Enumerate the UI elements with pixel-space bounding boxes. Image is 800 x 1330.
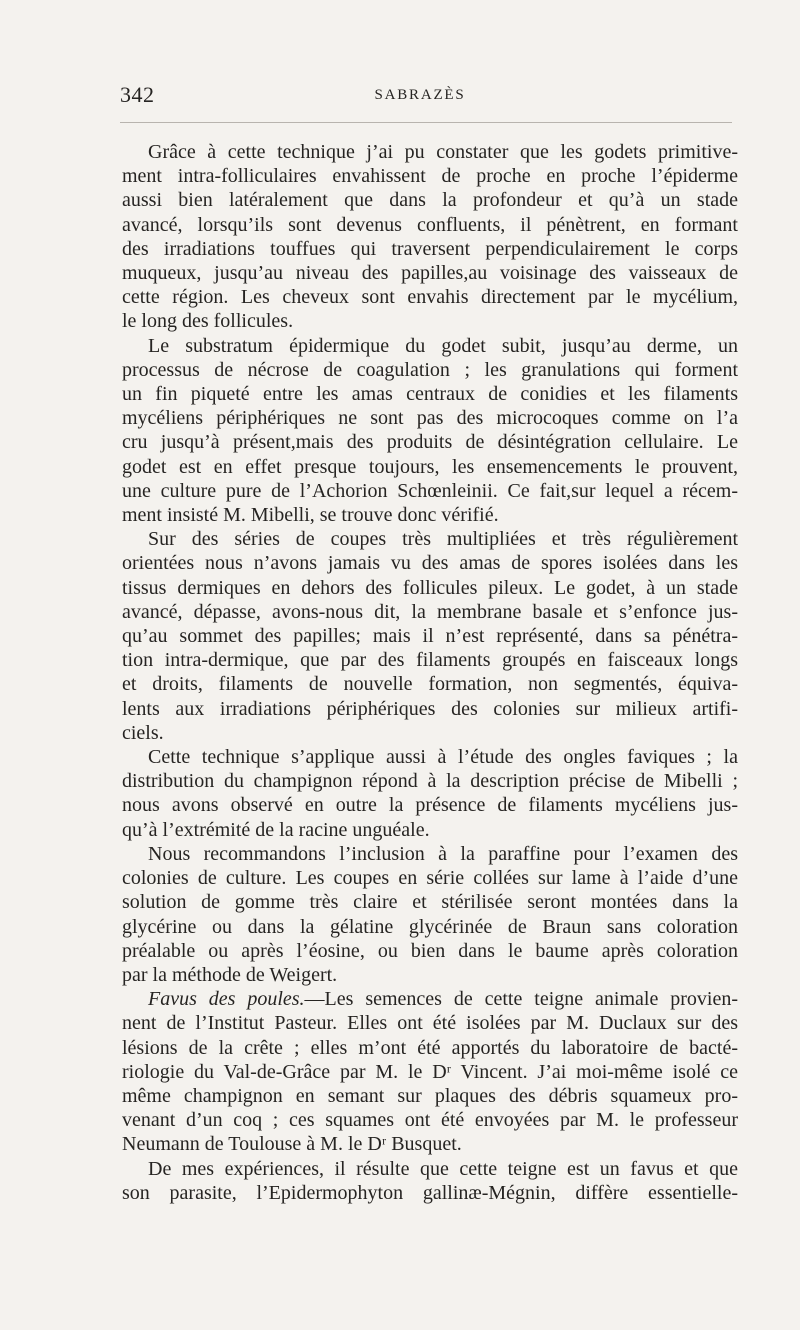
section-run-in-heading: Favus des poules. [148, 988, 305, 1011]
text-line: Sur des séries de coupes très multipliées et très régulièrement [148, 528, 738, 551]
text-line: distribution du champignon répond à la description précise de Mibelli ; [122, 770, 738, 793]
text-line: riologie du Val-de-Grâce par M. le Dʳ Vincent. J’ai moi-même isolé ce [122, 1060, 738, 1083]
text-run: —Les semences de cette teigne animale provien- [304, 988, 738, 1011]
text-line: avancé, lorsqu’ils sont devenus confluents, il pénètrent, en formant [122, 213, 738, 236]
text-line: nous avons observé en outre la présence de filaments mycéliens jus- [122, 794, 738, 817]
text-line: ciels. [122, 721, 164, 744]
text-line: même champignon en semant sur plaques des débris squameux pro- [122, 1084, 738, 1107]
page-header [120, 80, 720, 110]
body-text [122, 140, 738, 1205]
text-line: tion intra-dermique, que par des filaments groupés en faisceaux longs [122, 649, 738, 672]
paragraph [122, 842, 738, 987]
text-line: aussi bien latéralement que dans la profondeur et qu’à un stade [122, 189, 738, 212]
text-line: lents aux irradiations périphériques des colonies sur milieux artifi- [122, 697, 738, 720]
text-line: Nous recommandons l’inclusion à la paraffine pour l’examen des [148, 842, 738, 865]
paragraph [122, 745, 738, 842]
text-line: colonies de culture. Les coupes en série collées sur lame à l’aide d’une [122, 867, 738, 890]
text-line: et droits, filaments de nouvelle formation, non segmentés, équiva- [122, 673, 738, 696]
text-line: le long des follicules. [122, 310, 294, 333]
text-line: son parasite, l’Epidermophyton gallinæ-Mégnin, diffère essentielle- [122, 1181, 738, 1204]
paragraph-favus-des-poules [122, 987, 738, 1156]
text-line: orientées nous n’avons jamais vu des amas de spores isolées dans les [122, 552, 738, 575]
text-line: qu’au sommet des papilles; mais il n’est représenté, dans sa pénétra- [122, 625, 738, 648]
text-line: qu’à l’extrémité de la racine unguéale. [122, 818, 430, 841]
text-line: De mes expériences, il résulte que cette teigne est un favus et que [148, 1157, 738, 1180]
text-line: Cette technique s’applique aussi à l’étude des ongles faviques ; la [148, 746, 738, 769]
paragraph [122, 527, 738, 745]
text-line: glycérine ou dans la gélatine glycérinée de Braun sans coloration [122, 915, 738, 938]
text-line: mycéliens périphériques ne sont pas des microcoques comme on l’a [122, 407, 738, 430]
text-line: tissus dermiques en dehors des follicules pileux. Le godet, à un stade [122, 576, 738, 599]
text-line: ment insisté M. Mibelli, se trouve donc vérifié. [122, 504, 499, 527]
paragraph [122, 1157, 738, 1205]
header-rule [120, 122, 732, 123]
text-line: avancé, dépasse, avons-nous dit, la membrane basale et s’enfonce jus- [122, 600, 738, 623]
text-line: venant d’un coq ; ces squames ont été envoyées par M. le professeur [122, 1109, 738, 1132]
text-line: une culture pure de l’Achorion Schœnleinii. Ce fait,sur lequel a récem- [122, 479, 738, 502]
text-line: solution de gomme très claire et stérilisée seront montées dans la [122, 891, 738, 914]
text-line: godet est en effet presque toujours, les ensemencements le prouvent, [122, 455, 738, 478]
text-line: un fin piqueté entre les amas centraux de conidies et les filaments [122, 383, 738, 406]
text-line: ment intra-folliculaires envahissent de proche en proche l’épiderme [122, 165, 738, 188]
paragraph [122, 140, 738, 334]
text-line: muqueux, jusqu’au niveau des papilles,au voisinage des vaisseaux de [122, 262, 738, 285]
text-line: Le substratum épidermique du godet subit, jusqu’au derme, un [148, 334, 738, 357]
text-line: des irradiations touffues qui traversent perpendiculairement le corps [122, 237, 738, 260]
text-line: lésions de la crête ; elles m’ont été apportés du laboratoire de bacté- [122, 1036, 738, 1059]
text-line: nent de l’Institut Pasteur. Elles ont été isolées par M. Duclaux sur des [122, 1012, 738, 1035]
running-head: SABRAZÈS [374, 87, 466, 103]
paragraph [122, 334, 738, 528]
text-line: Grâce à cette technique j’ai pu constater que les godets primitive- [148, 141, 738, 163]
text-line: cette région. Les cheveux sont envahis directement par le mycélium, [122, 286, 738, 309]
page-number: 342 [120, 82, 155, 107]
text-line: par la méthode de Weigert. [122, 963, 338, 986]
text-line [122, 987, 738, 1011]
text-line: préalable ou après l’éosine, ou bien dans le baume après coloration [122, 939, 738, 962]
text-line: processus de nécrose de coagulation ; les granulations qui forment [122, 358, 738, 381]
text-line: cru jusqu’à présent,mais des produits de désintégration cellulaire. Le [122, 431, 738, 454]
text-line: Neumann de Toulouse à M. le Dʳ Busquet. [122, 1133, 462, 1156]
